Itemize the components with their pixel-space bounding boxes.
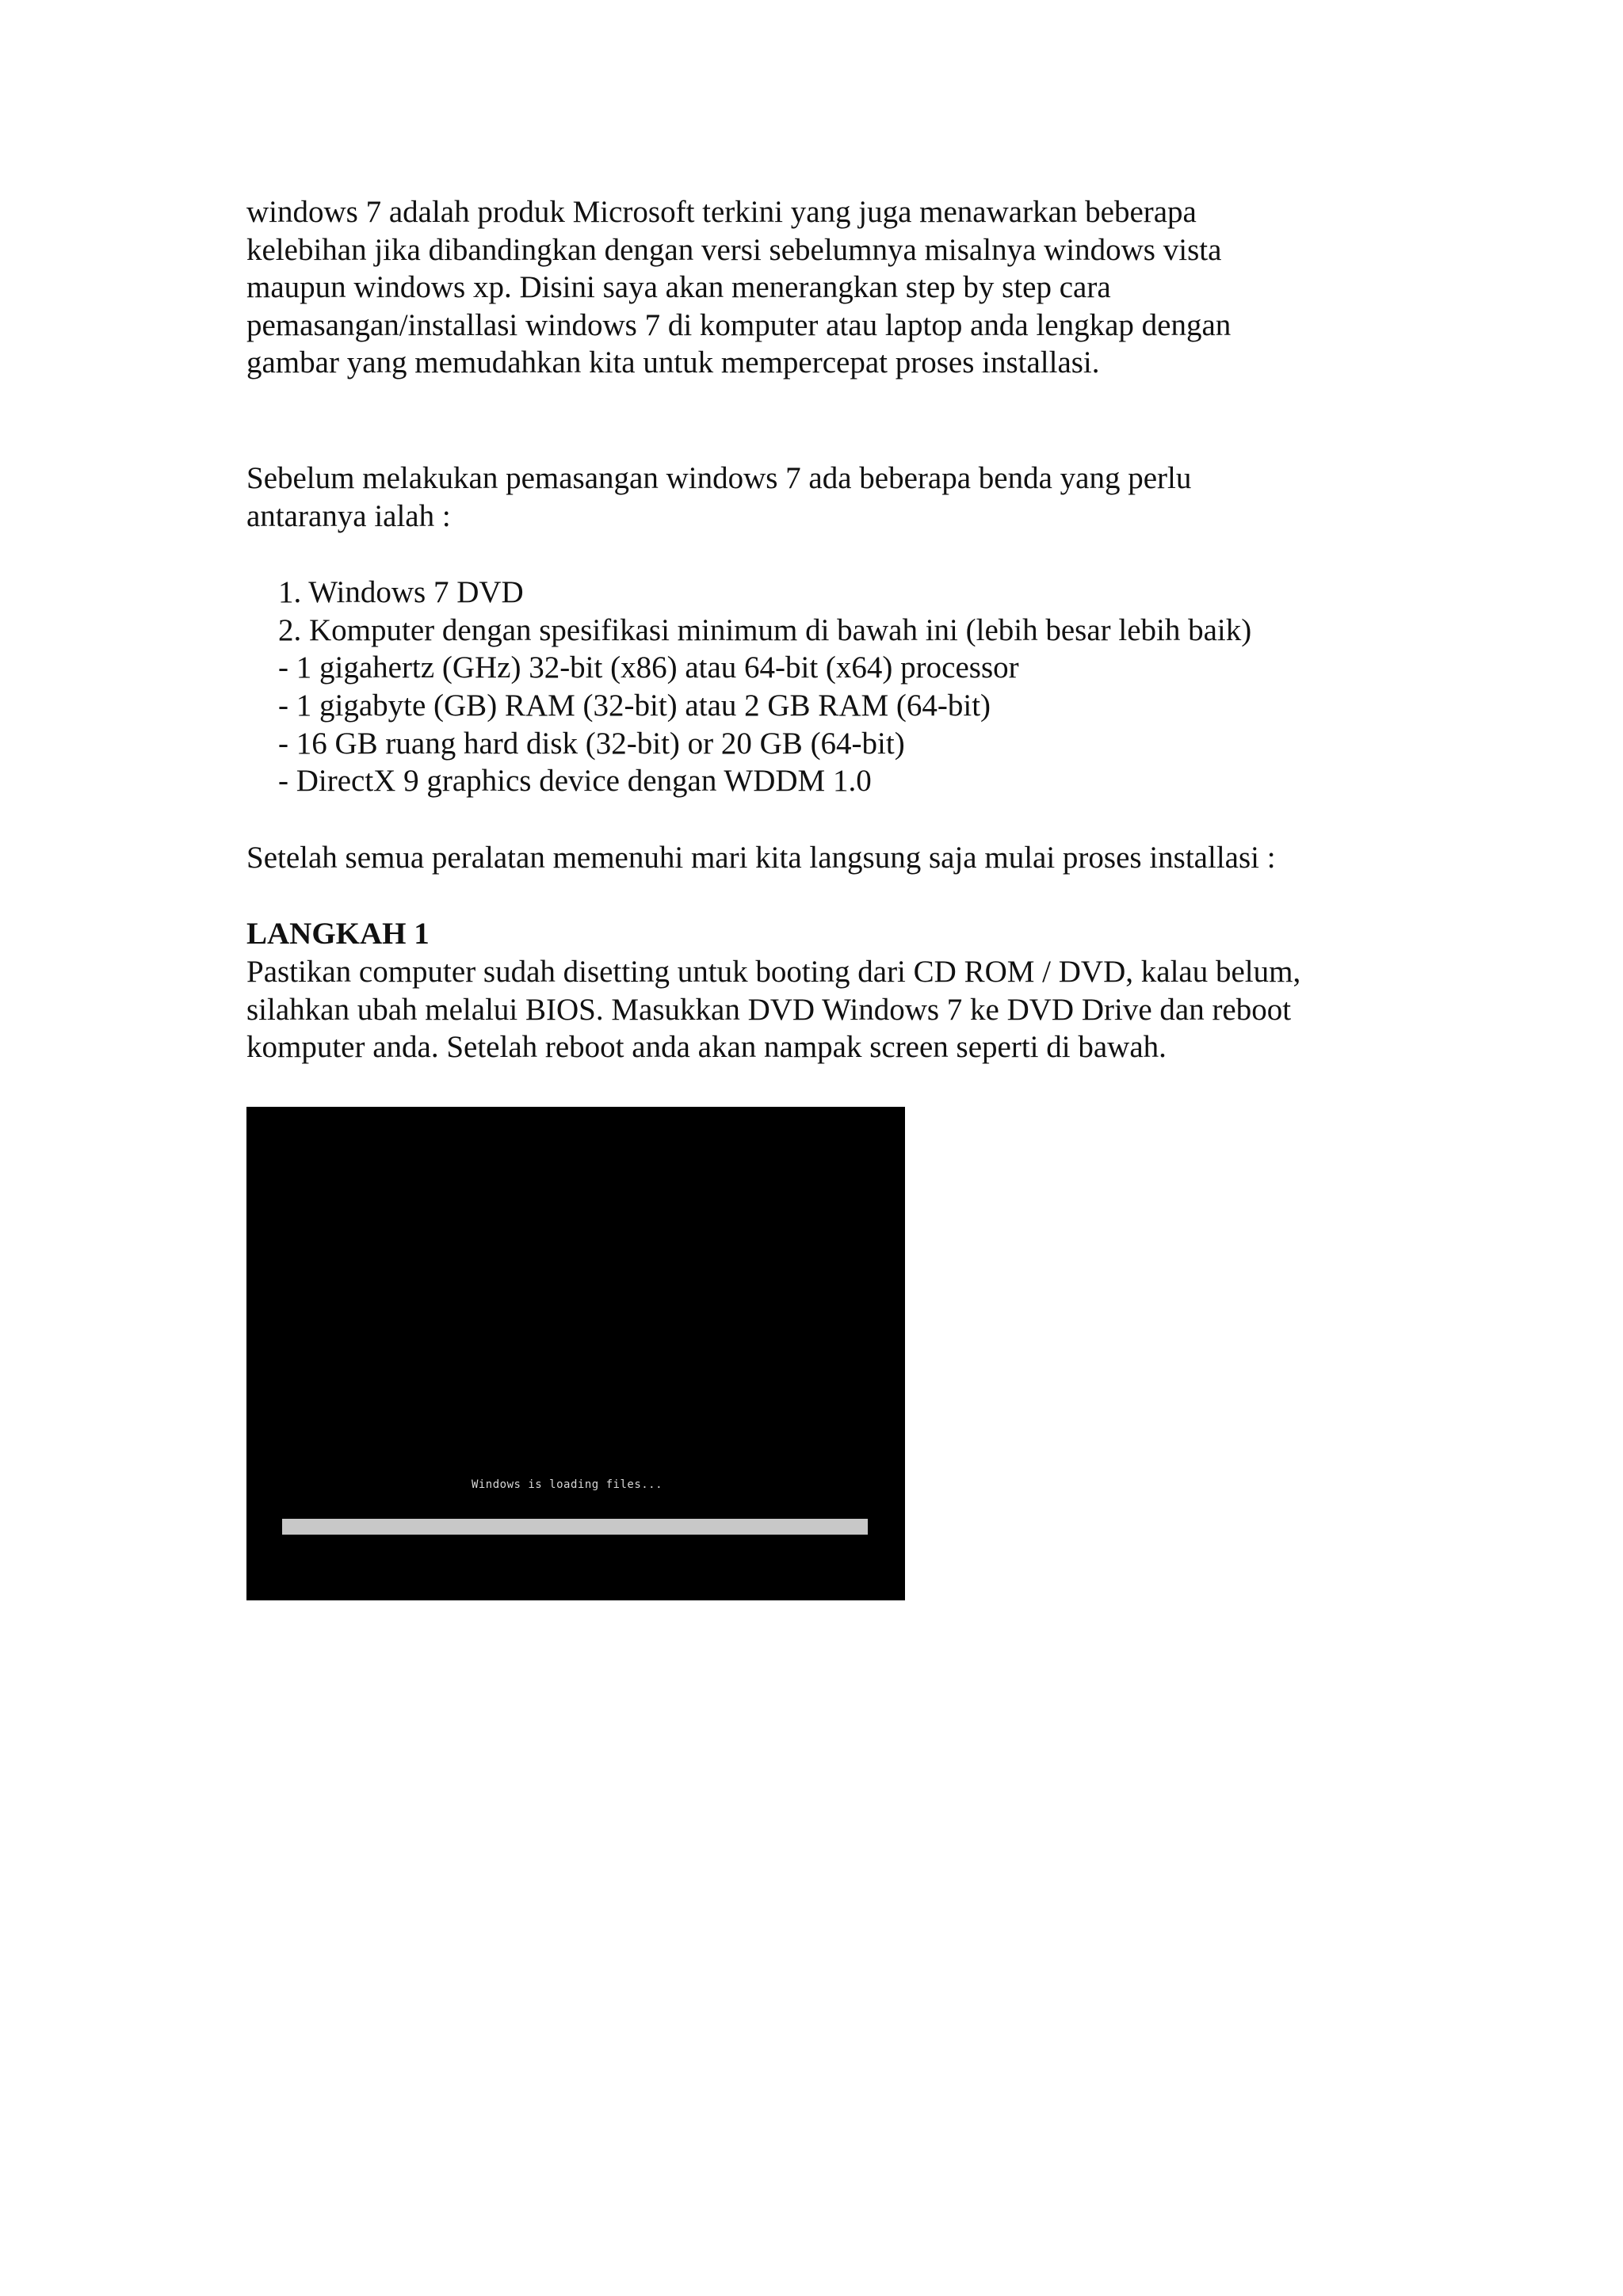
loading-progress-bar [282,1519,868,1535]
step-1-line: silahkan ubah melalui BIOS. Masukkan DVD Windows 7 ke DVD Drive dan reboot [246,992,1292,1027]
requirement-item: 2. Komputer dengan spesifikasi minimum di bawah ini (lebih besar lebih baik) [278,612,1252,647]
setup-paragraph: Setelah semua peralatan memenuhi mari kita langsung saja mulai proses installasi : [246,840,1276,875]
intro-line: windows 7 adalah produk Microsoft terkini yang juga menawarkan beberapa [246,195,1197,229]
step-1-paragraph [246,953,1388,1066]
requirement-item: - DirectX 9 graphics device dengan WDDM 1.0 [278,764,872,799]
requirement-item: - 1 gigahertz (GHz) 32-bit (x86) atau 64-bit (x64) processor [278,650,1019,685]
step-1-line: komputer anda. Setelah reboot anda akan nampak screen seperti di bawah. [246,1030,1167,1065]
spacer [246,535,1388,574]
loading-progress-fill [282,1519,868,1535]
intro-line: maupun windows xp. Disini saya akan menerangkan step by step cara [246,270,1111,305]
requirement-item: - 1 gigabyte (GB) RAM (32-bit) atau 2 GB RAM (64-bit) [278,688,991,723]
prereq-line: Sebelum melakukan pemasangan windows 7 ada beberapa benda yang perlu [246,460,1192,495]
document-page [246,193,1388,1066]
requirements-list [246,574,1388,800]
windows-loading-screenshot [246,1107,905,1600]
requirement-item: - 16 GB ruang hard disk (32-bit) or 20 GB (64-bit) [278,726,905,761]
intro-paragraph [246,193,1356,382]
spacer [246,382,1388,460]
loading-files-text: Windows is loading files... [471,1478,663,1491]
step-1-line: Pastikan computer sudah disetting untuk booting dari CD ROM / DVD, kalau belum, [246,954,1301,989]
intro-line: kelebihan jika dibandingkan dengan versi sebelumnya misalnya windows vista [246,232,1222,267]
intro-line: pemasangan/installasi windows 7 di komputer atau laptop anda lengkap dengan [246,307,1232,342]
prerequisites-paragraph [246,460,1388,535]
requirement-item: 1. Windows 7 DVD [278,575,524,610]
spacer [246,876,1388,915]
prereq-line: antaranya ialah : [246,498,451,533]
intro-line: gambar yang memudahkan kita untuk mempercepat proses installasi. [246,345,1100,380]
step-1-heading: LANGKAH 1 [246,917,430,952]
spacer [246,800,1388,839]
